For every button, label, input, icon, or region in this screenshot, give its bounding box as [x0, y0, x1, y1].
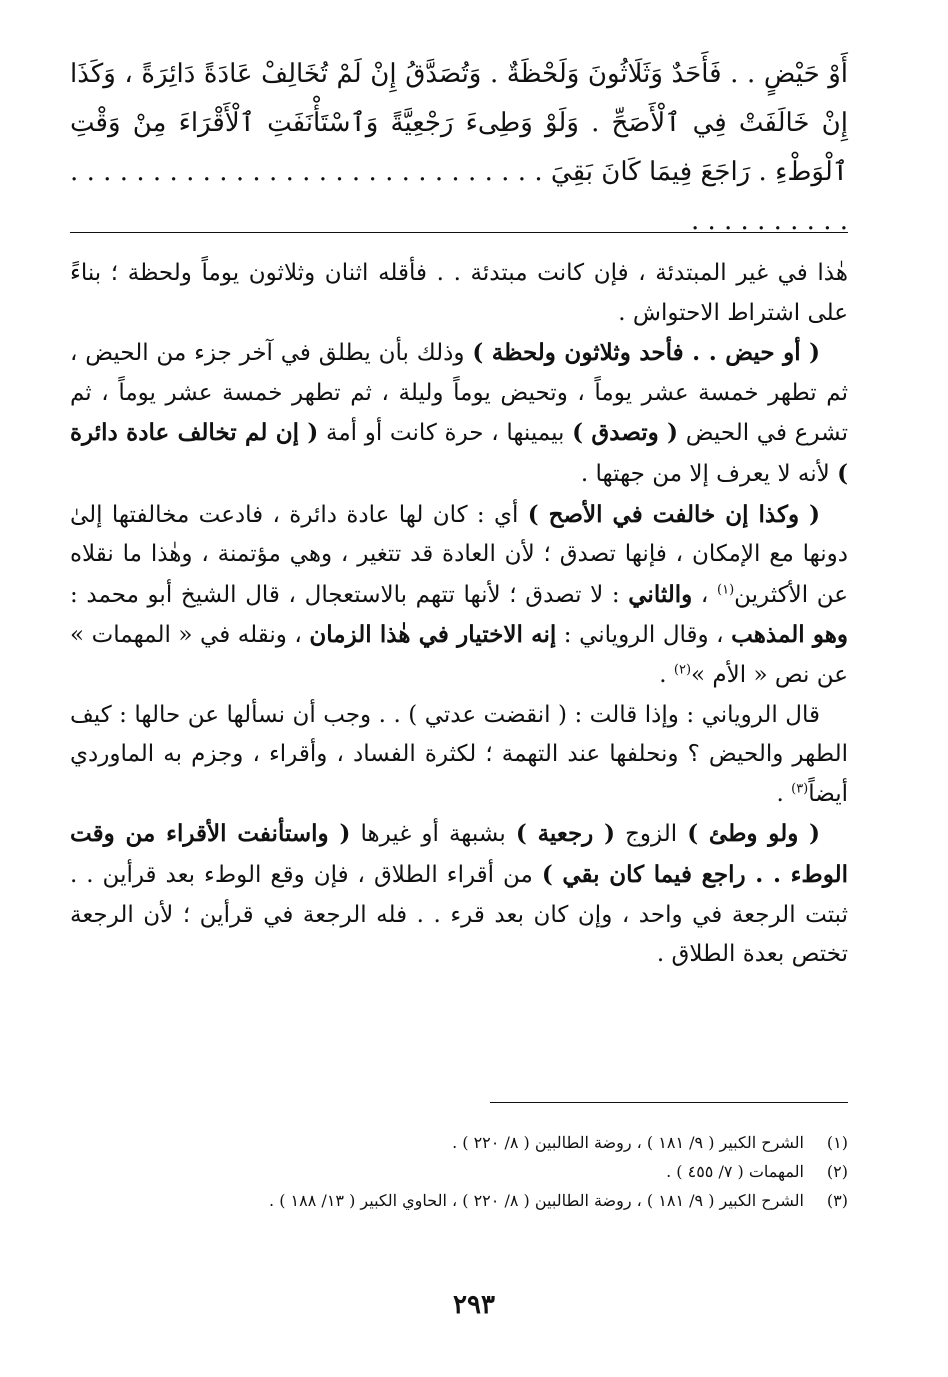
footnote-number: (٣)	[826, 1191, 848, 1210]
commentary	[70, 254, 848, 975]
commentary-paragraph-1: هٰذا في غير المبتدئة ، فإن كانت مبتدئة . . فأقله اثنان وثلاثون يوماً ولحظة ؛ بناءً على اشتراط الاحتواش .	[70, 260, 848, 326]
commentary-text: وذلك بأن يطلق في آخر جزء من الحيض ، ثم تطهر خمسة عشر يوماً ، وتحيض يوماً وليلة ، ثم تطهر خمسة عشر يوماً ، ثم تشرع في الحيض	[70, 340, 849, 447]
commentary-paragraph-3	[70, 495, 848, 696]
footnote-text: المهمات ( ٧/ ٤٥٥ ) .	[666, 1162, 804, 1181]
commentary-text: بشبهة أو غيرها	[350, 821, 516, 848]
footnote-ref-3[interactable]: (٣)	[791, 781, 809, 797]
footnote-number: (١)	[826, 1133, 848, 1152]
commentary-paragraph-5	[70, 814, 848, 974]
commentary-text: قال الروياني : وإذا قالت : ( انقضت عدتي ) . . وجب أن نسألها عن حالها : كيف الطهر والحيض ؟ ونحلفها عند التهمة ؛ لكثرة الفساد ، وأقراء ، وجزم به الماوردي أيضاً	[70, 701, 848, 807]
commentary-text: : لا تصدق ؛ لأنها تتهم بالاستعجال ، قال الشيخ أبو محمد :	[70, 581, 629, 608]
footnote-2	[70, 1157, 848, 1186]
quoted-matn: ( وتصدق )	[572, 419, 679, 447]
footnote-number: (٢)	[826, 1162, 848, 1181]
footnote-text: الشرح الكبير ( ٩/ ١٨١ ) ، روضة الطالبين ( ٨/ ٢٢٠ ) .	[452, 1133, 804, 1152]
footnote-ref-2[interactable]: (٢)	[673, 662, 692, 678]
commentary-text: ،	[692, 581, 717, 608]
matn-dots: . . . . . . . . . . . . . . . . . . . . . . . . . . . . . . . . . . . . . .	[70, 157, 848, 236]
matn-body: أَوْ حَيْضٍ . . فَأَحَدٌ وَثَلَاثُونَ وَلَحْظَةٌ . وَتُصَدَّقُ إِنْ لَمْ تُخَالِفْ عَادَةً دَائِرَةً ، وَكَذَا إِنْ خَالَفَتْ فِي ٱلْأَصَحِّ . وَلَوْ وَطِىءَ رَجْعِيَّةً وَٱسْتَأْنَفَتِ ٱلْأَقْرَاءَ مِنْ وَقْتِ ٱلْوَطْءِ . رَاجَعَ فِيمَا كَانَ بَقِيَ .	[70, 59, 848, 187]
footnote-3	[70, 1186, 848, 1215]
quoted-matn: ( ولو وطئ )	[687, 820, 820, 848]
page-number: ٢٩٣	[453, 1290, 495, 1320]
quoted-matn: ( واستأنفت الأقراء من وقت الوطء . . راجع فيما كان بقي )	[70, 820, 848, 888]
commentary-paragraph-4	[70, 696, 848, 815]
bold-term: والثاني	[628, 580, 693, 608]
commentary-text: .	[659, 661, 674, 688]
quoted-matn: ( رجعية )	[515, 820, 615, 848]
commentary-text: .	[776, 780, 792, 807]
quoted-matn: ( إن لم تخالف عادة دائرة )	[70, 419, 848, 487]
commentary-text: بيمينها ، حرة كانت أو أمة	[318, 420, 573, 447]
commentary-text: ، وقال الروياني :	[556, 622, 732, 649]
matn-text	[70, 50, 848, 246]
footnote-ref-1[interactable]: (١)	[717, 582, 735, 598]
quoted-matn: ( أو حيض . . فأحد وثلاثون ولحظة )	[472, 339, 820, 367]
footnote-1	[70, 1128, 848, 1157]
quoted-matn: ( وكذا إن خالفت في الأصح )	[527, 500, 820, 528]
matn-divider	[70, 232, 848, 233]
commentary-text: ، ونقله في « المهمات » عن نص « الأم »	[70, 622, 848, 688]
commentary-paragraph-2	[70, 333, 848, 494]
footnote-divider	[490, 1102, 848, 1103]
commentary-text: من أقراء الطلاق ، فإن وقع الوطء بعد قرأين . . ثبتت الرجعة في واحد ، وإن كان بعد قرء . . فله الرجعة في قرأين ؛ لأن الرجعة تختص بعدة الطلاق .	[70, 861, 848, 968]
footnotes	[70, 1128, 848, 1215]
commentary-text: الزوج	[614, 821, 688, 848]
footnote-text: الشرح الكبير ( ٩/ ١٨١ ) ، روضة الطالبين ( ٨/ ٢٢٠ ) ، الحاوي الكبير ( ١٣/ ١٨٨ ) .	[269, 1191, 804, 1210]
bold-term: وهو المذهب	[731, 621, 848, 649]
commentary-text: لأنه لا يعرف إلا من جهتها .	[580, 460, 838, 487]
bold-term: إنه الاختيار في هٰذا الزمان	[309, 621, 557, 649]
commentary-text: أي : كان لها عادة دائرة ، فادعت مخالفتها إلىٰ دونها مع الإمكان ، فإنها تصدق ؛ لأن العادة قد تتغير ، وهي مؤتمنة ، وهٰذا ما نقلاه عن الأكثرين	[70, 501, 849, 608]
